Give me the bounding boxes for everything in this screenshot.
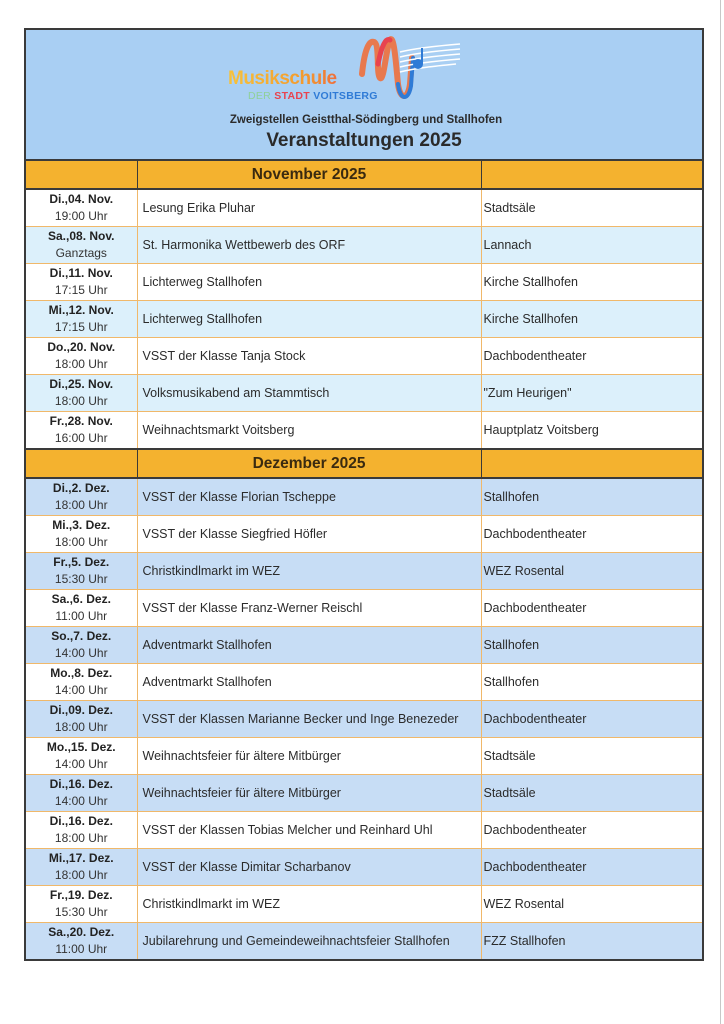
scan-page-edge (720, 0, 721, 1024)
event-location: Kirche Stallhofen (481, 301, 702, 338)
event-date-cell (26, 189, 137, 227)
event-row (26, 923, 702, 960)
event-location: Dachbodentheater (481, 516, 702, 553)
event-location: Stallhofen (481, 664, 702, 701)
events-sheet (24, 28, 704, 961)
event-day: So.,7. Dez. (51, 628, 112, 643)
logo-sub-town: VOITSBERG (313, 90, 378, 102)
event-day: Mo.,8. Dez. (50, 665, 113, 680)
event-time: 18:00 Uhr (54, 720, 108, 734)
event-day: Di.,16. Dez. (49, 776, 113, 791)
event-row (26, 516, 702, 553)
month-label: Dezember 2025 (137, 449, 481, 478)
event-title: Weihnachtsfeier für ältere Mitbürger (137, 738, 481, 775)
event-title: Lichterweg Stallhofen (137, 264, 481, 301)
event-day: Di.,16. Dez. (49, 813, 113, 828)
event-location: Dachbodentheater (481, 590, 702, 627)
music-staff-note-icon (356, 34, 476, 106)
event-title: VSST der Klasse Franz-Werner Reischl (137, 590, 481, 627)
event-date-cell (26, 338, 137, 375)
event-time: 14:00 Uhr (54, 757, 108, 771)
event-date-cell (26, 701, 137, 738)
event-title: VSST der Klassen Tobias Melcher und Reinhard Uhl (137, 812, 481, 849)
event-day: Mi.,3. Dez. (52, 517, 111, 532)
page-title: Veranstaltungen 2025 (266, 130, 462, 151)
event-row (26, 738, 702, 775)
event-row (26, 338, 702, 375)
logo-wordmark: Musikschule (228, 68, 337, 89)
event-day: Di.,04. Nov. (49, 191, 114, 206)
event-location: Hauptplatz Voitsberg (483, 423, 599, 437)
event-location: Lannach (481, 227, 702, 264)
event-location: Dachbodentheater (481, 812, 702, 849)
event-row (26, 264, 702, 301)
event-time: 14:00 Uhr (54, 646, 108, 660)
event-title: Adventmarkt Stallhofen (137, 627, 481, 664)
event-date-cell (26, 478, 137, 516)
event-title: Christkindlmarkt im WEZ (137, 553, 481, 590)
event-day: Mo.,15. Dez. (46, 739, 116, 754)
event-title: Weihnachtsfeier für ältere Mitbürger (137, 775, 481, 812)
month-header-blank (26, 449, 137, 478)
event-day: Fr.,19. Dez. (49, 887, 113, 902)
event-day: Mi.,17. Dez. (48, 850, 114, 865)
event-date-cell (26, 553, 137, 590)
event-time: 14:00 Uhr (54, 683, 108, 697)
event-title: Christkindlmarkt im WEZ (137, 886, 481, 923)
event-date-cell (26, 590, 137, 627)
event-row (26, 227, 702, 264)
event-row (26, 886, 702, 923)
event-time: 17:15 Uhr (54, 283, 108, 297)
event-row (26, 627, 702, 664)
event-date-cell (26, 849, 137, 886)
event-title: Adventmarkt Stallhofen (137, 664, 481, 701)
event-row (26, 553, 702, 590)
event-location: WEZ Rosental (481, 886, 702, 923)
event-location: Stallhofen (481, 478, 702, 516)
event-date-cell (26, 516, 137, 553)
event-date-cell (26, 923, 137, 960)
event-row (26, 849, 702, 886)
event-time: 14:00 Uhr (54, 794, 108, 808)
event-title: Lichterweg Stallhofen (137, 301, 481, 338)
december-events (26, 478, 702, 959)
event-location: "Zum Heurigen" (481, 375, 702, 412)
event-row (26, 412, 702, 450)
event-time: 18:00 Uhr (54, 357, 108, 371)
event-day: Fr.,28. Nov. (49, 413, 113, 428)
event-row (26, 664, 702, 701)
event-date-cell (26, 627, 137, 664)
event-location: Dachbodentheater (481, 701, 702, 738)
events-table (26, 161, 702, 959)
month-header-blank (26, 161, 137, 189)
event-row (26, 812, 702, 849)
event-row (26, 590, 702, 627)
event-date-cell (26, 264, 137, 301)
branch-subtitle: Zweigstellen Geistthal-Södingberg und Stallhofen (229, 114, 503, 126)
event-date-cell (26, 301, 137, 338)
event-title: VSST der Klasse Florian Tscheppe (137, 478, 481, 516)
month-header-december (26, 449, 702, 478)
event-time: 17:15 Uhr (54, 320, 108, 334)
event-day: Do.,20. Nov. (47, 339, 116, 354)
event-day: Sa.,6. Dez. (51, 591, 111, 606)
event-title: VSST der Klasse Dimitar Scharbanov (137, 849, 481, 886)
event-title: VSST der Klasse Siegfried Höfler (137, 516, 481, 553)
event-day: Di.,25. Nov. (49, 376, 114, 391)
event-time: 18:00 Uhr (54, 831, 108, 845)
event-date-cell (26, 812, 137, 849)
event-time: 18:00 Uhr (54, 498, 108, 512)
event-title: Weihnachtsmarkt Voitsberg (137, 412, 481, 450)
event-title: VSST der Klassen Marianne Becker und Inge Benezeder (137, 701, 481, 738)
event-row (26, 375, 702, 412)
event-row (26, 775, 702, 812)
event-row (26, 701, 702, 738)
event-time: 16:00 Uhr (54, 431, 108, 445)
event-day: Fr.,5. Dez. (53, 554, 110, 569)
event-location: Stadtsäle (481, 189, 702, 227)
event-time: 18:00 Uhr (54, 868, 108, 882)
month-header-blank (481, 449, 702, 478)
logo-sub-stadt: STADT (274, 90, 311, 102)
event-row (26, 189, 702, 227)
event-date-cell (26, 738, 137, 775)
event-time: 18:00 Uhr (54, 394, 108, 408)
event-time: 11:00 Uhr (55, 609, 108, 623)
event-time: 15:30 Uhr (54, 572, 108, 586)
event-location: Dachbodentheater (481, 338, 702, 375)
event-time: 18:00 Uhr (54, 535, 108, 549)
event-title: VSST der Klasse Tanja Stock (137, 338, 481, 375)
event-location: WEZ Rosental (481, 553, 702, 590)
event-day: Di.,11. Nov. (49, 265, 113, 280)
event-title: Volksmusikabend am Stammtisch (137, 375, 481, 412)
header-banner (26, 30, 702, 161)
event-day: Sa.,20. Dez. (48, 924, 115, 939)
event-time: 19:00 Uhr (54, 209, 108, 223)
event-title: St. Harmonika Wettbewerb des ORF (137, 227, 481, 264)
event-row (26, 478, 702, 516)
event-time: 15:30 Uhr (54, 905, 108, 919)
event-location: Stadtsäle (481, 775, 702, 812)
event-date-cell (26, 886, 137, 923)
event-date-cell (26, 412, 137, 450)
event-location: Kirche Stallhofen (481, 264, 702, 301)
month-header-november (26, 161, 702, 189)
event-day: Di.,2. Dez. (52, 480, 110, 495)
event-location: FZZ Stallhofen (481, 923, 702, 960)
event-title: Lesung Erika Pluhar (137, 189, 481, 227)
event-day: Mi.,12. Nov. (48, 302, 114, 317)
november-events (26, 189, 702, 449)
month-header-blank (481, 161, 702, 189)
event-location: Stallhofen (481, 627, 702, 664)
event-date-cell (26, 227, 137, 264)
event-location: Dachbodentheater (481, 849, 702, 886)
event-time: 11:00 Uhr (55, 942, 108, 956)
school-logo (226, 34, 476, 106)
event-location: Stadtsäle (481, 738, 702, 775)
event-day: Sa.,08. Nov. (48, 228, 115, 243)
month-label: November 2025 (137, 161, 481, 189)
event-day: Di.,09. Dez. (49, 702, 113, 717)
event-date-cell (26, 664, 137, 701)
event-title: Jubilarehrung und Gemeindeweihnachtsfeier Stallhofen (137, 923, 481, 960)
logo-sub-der: DER (248, 90, 272, 102)
event-time: Ganztags (55, 246, 107, 260)
event-row (26, 301, 702, 338)
event-date-cell (26, 375, 137, 412)
event-date-cell (26, 775, 137, 812)
